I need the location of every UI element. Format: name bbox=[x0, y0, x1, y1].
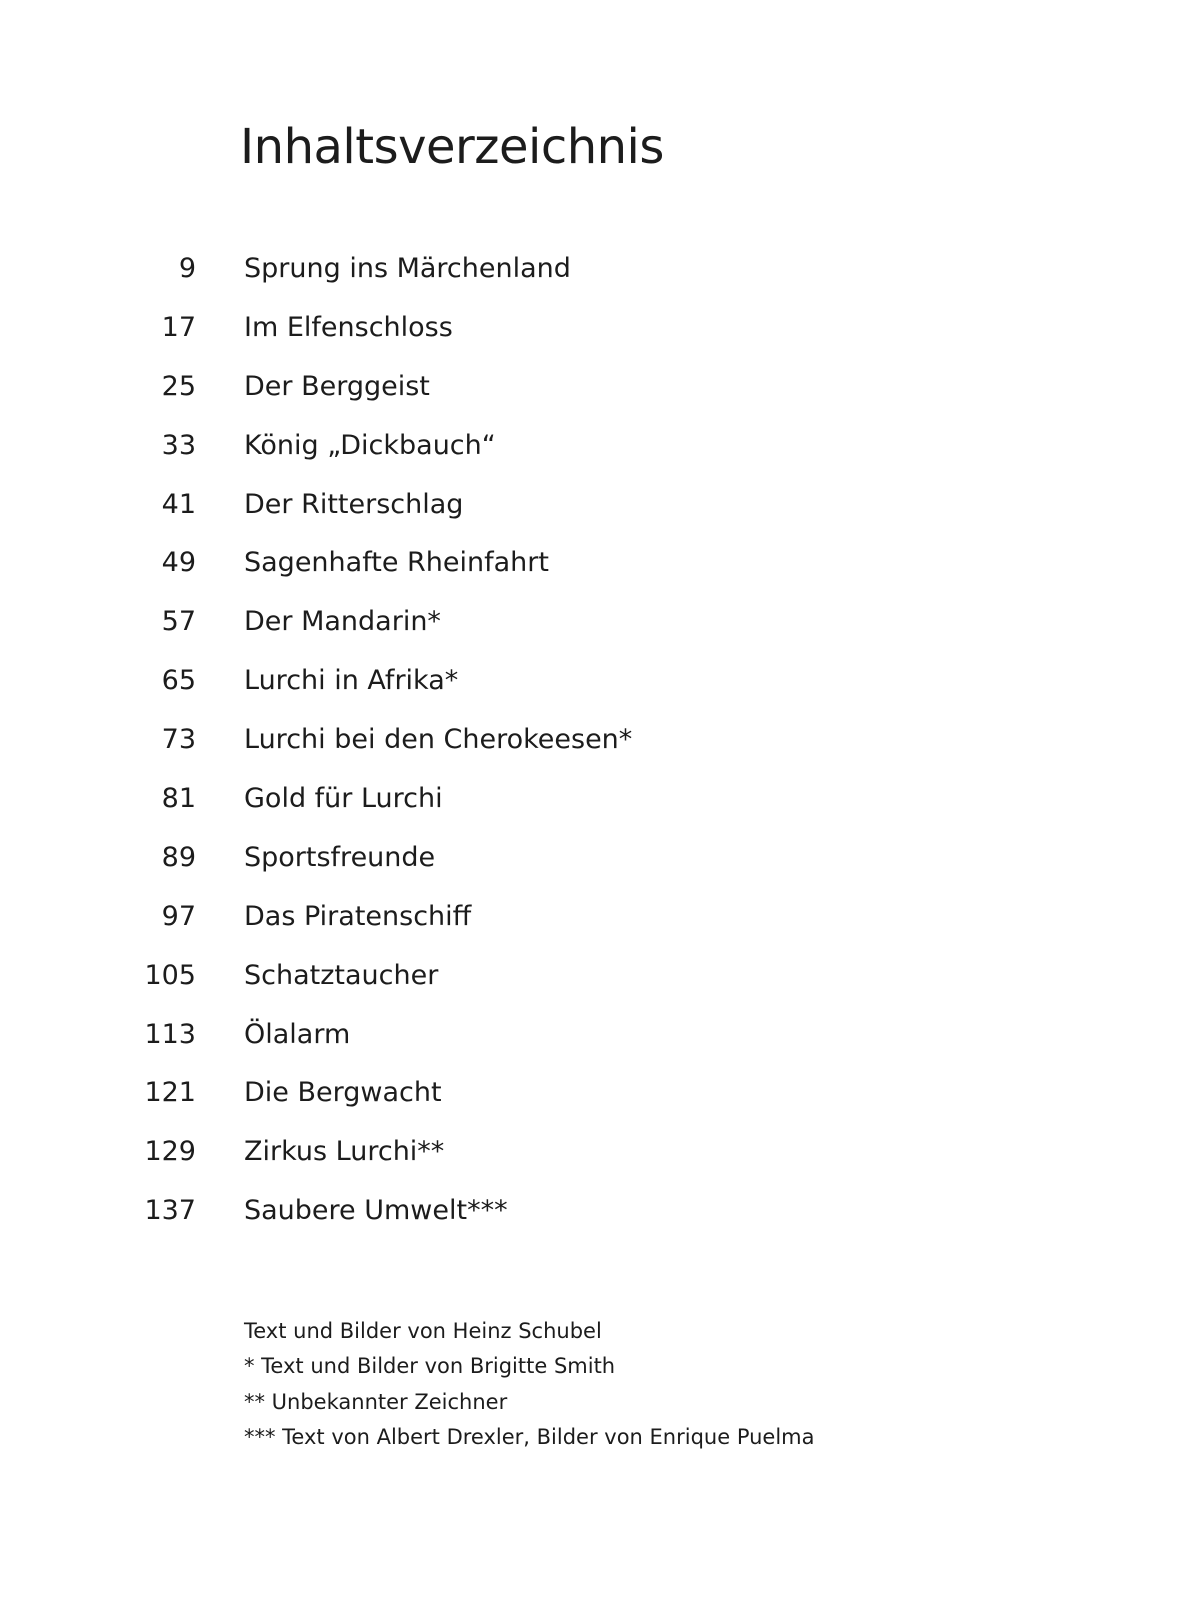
credit-line: Text und Bilder von Heinz Schubel bbox=[244, 1319, 602, 1343]
toc-chapter-title: Im Elfenschloss bbox=[244, 311, 453, 343]
toc-entry bbox=[0, 1184, 1182, 1243]
table-of-contents bbox=[0, 242, 1182, 1243]
toc-entry bbox=[0, 419, 1182, 478]
toc-entry bbox=[0, 831, 1182, 890]
toc-page-number: 73 bbox=[161, 724, 196, 756]
toc-entry bbox=[0, 1008, 1182, 1067]
toc-entry bbox=[0, 1125, 1182, 1184]
toc-chapter-title: Das Piratenschiff bbox=[244, 900, 472, 932]
toc-chapter-title: Ölalarm bbox=[244, 1018, 351, 1050]
toc-page-number: 129 bbox=[144, 1136, 196, 1168]
toc-entry bbox=[0, 536, 1182, 595]
toc-entry bbox=[0, 301, 1182, 360]
toc-entry bbox=[0, 890, 1182, 949]
toc-page-number: 25 bbox=[161, 370, 196, 402]
toc-chapter-title: Der Mandarin* bbox=[244, 606, 441, 638]
toc-page-number: 89 bbox=[161, 841, 196, 873]
toc-chapter-title: Lurchi in Afrika* bbox=[244, 665, 459, 697]
toc-page-number: 49 bbox=[161, 547, 196, 579]
toc-page-number: 97 bbox=[161, 900, 196, 932]
toc-entry bbox=[0, 713, 1182, 772]
toc-chapter-title: König „Dickbauch“ bbox=[244, 429, 496, 461]
toc-entry bbox=[0, 949, 1182, 1008]
toc-entry bbox=[0, 772, 1182, 831]
toc-chapter-title: Lurchi bei den Cherokeesen* bbox=[244, 724, 633, 756]
toc-entry bbox=[0, 595, 1182, 654]
toc-page-number: 121 bbox=[144, 1077, 196, 1109]
toc-page-number: 41 bbox=[161, 488, 196, 520]
page-title: Inhaltsverzeichnis bbox=[240, 119, 664, 175]
toc-entry bbox=[0, 360, 1182, 419]
toc-page-number: 137 bbox=[144, 1195, 196, 1227]
toc-chapter-title: Die Bergwacht bbox=[244, 1077, 442, 1109]
credit-line: *** Text von Albert Drexler, Bilder von Enrique Puelma bbox=[244, 1424, 815, 1449]
toc-page-number: 81 bbox=[161, 783, 196, 815]
toc-page-number: 113 bbox=[144, 1018, 196, 1050]
toc-page-number: 9 bbox=[178, 253, 196, 284]
toc-chapter-title: Der Ritterschlag bbox=[244, 488, 464, 520]
toc-chapter-title: Sportsfreunde bbox=[244, 841, 436, 873]
toc-page-number: 65 bbox=[161, 665, 196, 697]
toc-page-number: 105 bbox=[144, 959, 196, 991]
toc-chapter-title: Gold für Lurchi bbox=[244, 783, 443, 815]
toc-chapter-title: Saubere Umwelt*** bbox=[244, 1195, 508, 1227]
credit-line: * Text und Bilder von Brigitte Smith bbox=[244, 1354, 616, 1379]
toc-entry bbox=[0, 1066, 1182, 1125]
toc-page-number: 17 bbox=[161, 311, 196, 343]
credit-line: ** Unbekannter Zeichner bbox=[244, 1389, 508, 1414]
toc-entry bbox=[0, 242, 1182, 301]
toc-entry bbox=[0, 654, 1182, 713]
toc-chapter-title: Zirkus Lurchi** bbox=[244, 1136, 445, 1168]
toc-page-number: 33 bbox=[161, 429, 196, 461]
toc-entry bbox=[0, 478, 1182, 537]
toc-chapter-title: Sagenhafte Rheinfahrt bbox=[244, 547, 549, 579]
toc-chapter-title: Sprung ins Märchenland bbox=[244, 253, 571, 284]
toc-page-number: 57 bbox=[161, 606, 196, 638]
toc-chapter-title: Der Berggeist bbox=[244, 370, 430, 402]
credits-block bbox=[244, 1314, 815, 1455]
toc-chapter-title: Schatztaucher bbox=[244, 959, 439, 991]
